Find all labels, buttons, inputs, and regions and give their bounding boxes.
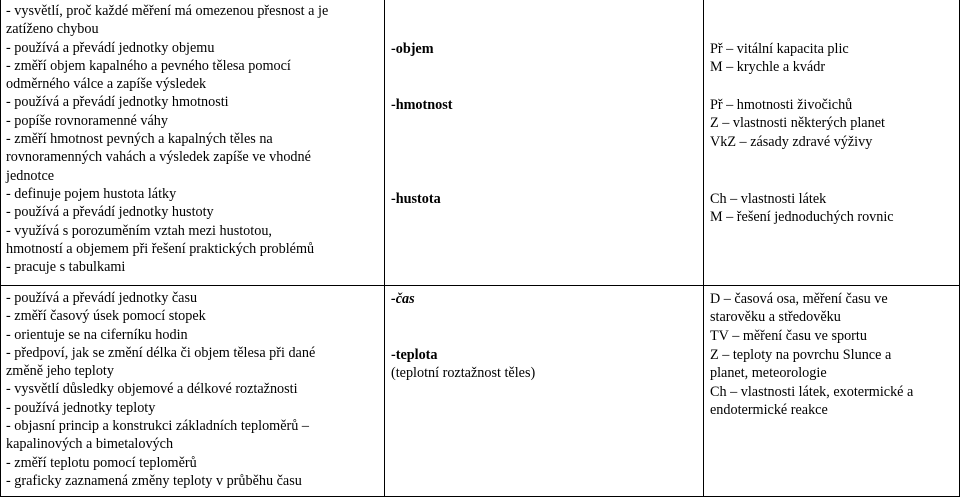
outcomes-cell-row1: [6, 2, 328, 276]
outcome-line: - předpoví, jak se změní délka či objem tělesa při dané: [6, 344, 316, 361]
outcome-line: rovnoramenných vahách a výsledek zapíše ve vhodné: [6, 149, 311, 166]
outcome-line: - vysvětlí důsledky objemové a délkové roztažnosti: [6, 381, 298, 398]
outcome-line: - změří teplotu pomocí teploměrů: [6, 454, 197, 471]
outcome-line: - používá a převádí jednotky objemu: [6, 39, 215, 56]
links-objem: [710, 40, 849, 77]
link-line: Z – teploty na povrchu Slunce a: [710, 347, 892, 363]
outcome-line: - změří časový úsek pomocí stopek: [6, 308, 206, 325]
link-line: Ch – vlastnosti látek, exotermické a: [710, 383, 914, 400]
outcome-line: - používá a převádí jednotky času: [6, 290, 198, 306]
outcome-line: hmotností a objemem při řešení praktických problémů: [6, 240, 315, 257]
links-hmotnost: [710, 96, 885, 151]
outcome-line: - orientuje se na ciferníku hodin: [6, 326, 188, 343]
links-teplota: [710, 346, 913, 419]
link-line: planet, meteorologie: [710, 365, 827, 382]
link-line: Př – vitální kapacita plic: [710, 41, 849, 57]
outcome-line: - používá a převádí jednotky hmotnosti: [6, 94, 229, 111]
link-line: D – časová osa, měření času ve: [710, 291, 888, 307]
topic-cas: -čas: [391, 291, 415, 307]
outcome-line: - používá jednotky teploty: [6, 399, 156, 416]
table-border-left: [0, 0, 1, 497]
outcome-line: zatíženo chybou: [6, 21, 99, 38]
topic-teplota-block: [391, 346, 535, 383]
outcome-line: změně jeho teploty: [6, 363, 114, 380]
column-divider-1: [384, 0, 385, 497]
outcome-line: - definuje pojem hustota látky: [6, 185, 177, 202]
outcome-line: - změří objem kapalného a pevného tělesa pomocí: [6, 57, 291, 74]
outcome-line: - pracuje s tabulkami: [6, 259, 126, 276]
link-line: endotermické reakce: [710, 401, 828, 418]
outcome-line: - používá a převádí jednotky hustoty: [6, 204, 214, 221]
link-line: Př – hmotnosti živočichů: [710, 97, 853, 113]
outcome-line: - objasní princip a konstrukci základních teploměrů –: [6, 418, 309, 435]
outcome-line: jednotce: [6, 167, 55, 184]
link-line: VkZ – zásady zdravé výživy: [710, 133, 873, 150]
link-line: TV – měření času ve sportu: [710, 327, 867, 344]
link-line: M – řešení jednoduchých rovnic: [710, 209, 894, 226]
topic-teplota-sub: (teplotní roztažnost těles): [391, 365, 536, 382]
outcome-line: kapalinových a bimetalových: [6, 436, 174, 453]
column-divider-2: [703, 0, 704, 497]
links-hustota: [710, 190, 894, 227]
outcome-line: - popíše rovnoramenné váhy: [6, 112, 168, 129]
topic-objem: -objem: [391, 41, 434, 57]
outcome-line: - graficky zaznamená změny teploty v průběhu času: [6, 472, 302, 489]
outcome-line: - vysvětlí, proč každé měření má omezenou přesnost a je: [6, 3, 329, 19]
topic-hmotnost: -hmotnost: [391, 97, 453, 113]
topic-teplota: -teplota: [391, 347, 438, 363]
outcome-line: - změří hmotnost pevných a kapalných těles na: [6, 131, 273, 148]
links-cas: [710, 290, 888, 345]
link-line: Z – vlastnosti některých planet: [710, 115, 885, 132]
topic-hustota: -hustota: [391, 191, 441, 207]
link-line: M – krychle a kvádr: [710, 59, 826, 76]
link-line: Ch – vlastnosti látek: [710, 191, 827, 207]
row-divider: [0, 285, 960, 286]
outcomes-cell-row2: [6, 289, 315, 490]
outcome-line: odměrného válce a zapíše výsledek: [6, 76, 207, 93]
outcome-line: - využívá s porozuměním vztah mezi hustotou,: [6, 222, 272, 239]
link-line: starověku a středověku: [710, 309, 841, 326]
